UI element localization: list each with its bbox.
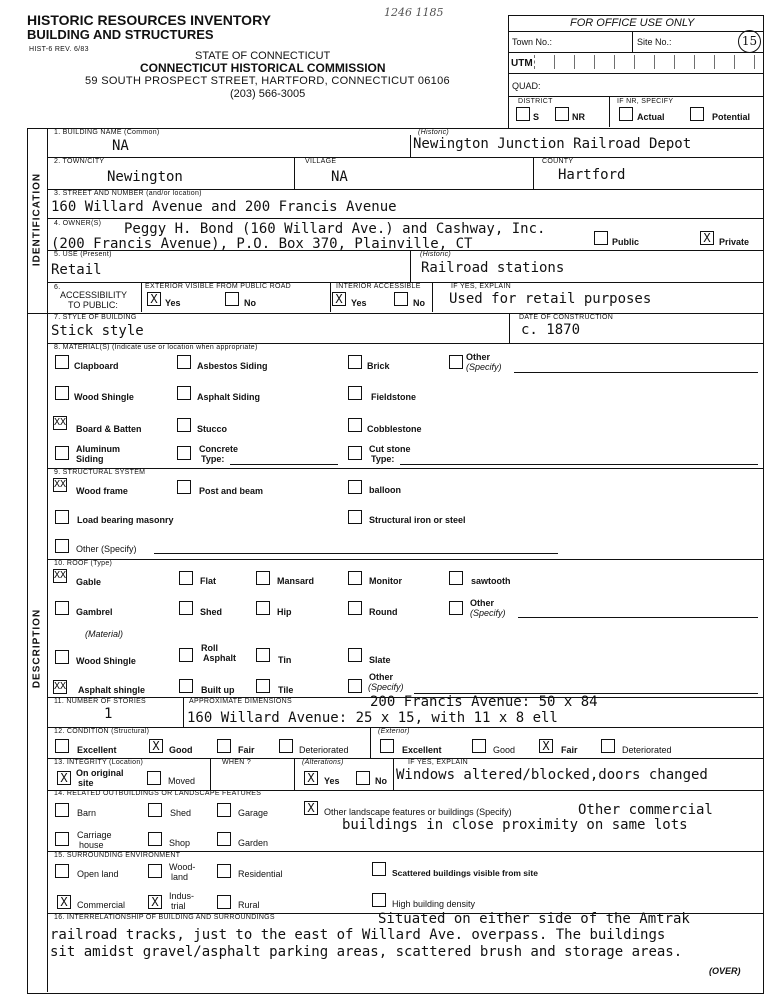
scattered-buildings-checkbox[interactable] <box>372 862 386 876</box>
town-no-label: Town No.: <box>512 37 553 47</box>
cutstone-type-label: Type: <box>371 454 395 464</box>
cond-struct-excellent-label: Excellent <box>77 745 117 755</box>
condition-label: 12. CONDITION (Structural) <box>54 728 150 735</box>
owner-private-checkbox[interactable]: X <box>700 231 714 245</box>
accessibility-label: ACCESSIBILITY <box>60 290 128 300</box>
materials-label: 8. MATERIAL(S) (Indicate use or location when appropriate) <box>54 344 258 351</box>
shop-checkbox[interactable] <box>148 832 162 846</box>
barn-label: Barn <box>77 808 97 818</box>
integrity-when-label: WHEN ? <box>222 759 252 766</box>
site-number-circle: 15 <box>738 30 761 53</box>
roof-material-other-label: Other <box>369 672 394 682</box>
commission-address: 59 SOUTH PROSPECT STREET, HARTFORD, CONNECTICUT 06106 <box>85 75 450 87</box>
use-historic-label: (Historic) <box>420 251 451 258</box>
aluminum-siding-label: Siding <box>76 454 104 464</box>
cond-ext-fair-label: Fair <box>561 745 578 755</box>
fieldstone-checkbox[interactable] <box>348 386 362 400</box>
style-label: 7. STYLE OF BUILDING <box>54 314 137 321</box>
roof-wood-shingle-label: Wood Shingle <box>76 656 136 666</box>
cond-ext-excellent-checkbox[interactable] <box>380 739 394 753</box>
high-density-label: High building density <box>392 899 476 909</box>
balloon-checkbox[interactable] <box>348 480 362 494</box>
use-present-value: Retail <box>51 262 102 278</box>
cond-ext-fair-checkbox[interactable]: X <box>539 739 553 753</box>
nr-actual-label: Actual <box>637 112 665 122</box>
district-s-checkbox[interactable] <box>516 107 530 121</box>
owner-label: 4. OWNER(S) <box>54 220 102 227</box>
struct-other-checkbox[interactable] <box>55 539 69 553</box>
interrelationship-line-2: railroad tracks, just to the east of Willard Ave. overpass. The buildings <box>50 927 666 943</box>
alterations-no-label: No <box>375 776 387 786</box>
roof-type-label: 10. ROOF (Type) <box>54 560 113 567</box>
access-ifyes-label: IF YES, EXPLAIN <box>451 283 512 290</box>
stories-label: 11. NUMBER OF STORIES <box>54 698 147 705</box>
wood-shingle-label: Wood Shingle <box>74 392 134 402</box>
built-up-checkbox[interactable] <box>179 679 193 693</box>
form-subtitle: BUILDING AND STRUCTURES <box>27 27 214 42</box>
brick-label: Brick <box>367 361 390 371</box>
county-value: Hartford <box>558 167 626 183</box>
building-name-label: 1. BUILDING NAME (Common) <box>54 129 160 136</box>
nr-actual-checkbox[interactable] <box>619 107 633 121</box>
material-other-label: Other <box>466 352 491 362</box>
concrete-type-label: Type: <box>201 454 225 464</box>
integrity-ifyes-label: IF YES, EXPLAIN <box>408 759 469 766</box>
cobblestone-label: Cobblestone <box>367 424 422 434</box>
mansard-checkbox[interactable] <box>256 571 270 585</box>
garden-label: Garden <box>238 838 269 848</box>
other-landscape-label: Other landscape features or buildings (Specify) <box>324 807 512 817</box>
material-specify-label: (Specify) <box>466 362 502 372</box>
town-label: 2. TOWN/CITY <box>54 158 105 165</box>
utm-grid <box>534 55 758 69</box>
shed-roof-checkbox[interactable] <box>179 601 193 615</box>
date-construction-label: DATE OF CONSTRUCTION <box>519 314 614 321</box>
village-value: NA <box>331 169 348 185</box>
alterations-yes-label: Yes <box>324 776 340 786</box>
street-value: 160 Willard Avenue and 200 Francis Avenue <box>51 199 397 215</box>
roll-asphalt-checkbox[interactable] <box>179 648 193 662</box>
dimensions-line-1: 200 Francis Avenue: 50 x 84 <box>370 694 598 710</box>
barn-checkbox[interactable] <box>55 803 69 817</box>
interior-accessible-label: INTERIOR ACCESSIBLE <box>336 283 421 290</box>
style-value: Stick style <box>51 323 144 339</box>
asphalt-shingle-checkbox[interactable]: XX <box>54 681 67 692</box>
stucco-label: Stucco <box>197 424 228 434</box>
cutstone-label: Cut stone <box>369 444 411 454</box>
commercial-checkbox[interactable]: X <box>57 895 71 909</box>
town-value: Newington <box>107 169 183 185</box>
other-landscape-checkbox[interactable]: X <box>304 801 318 815</box>
roof-specify-label: (Specify) <box>470 608 506 618</box>
moved-checkbox[interactable] <box>147 771 161 785</box>
built-up-label: Built up <box>201 685 235 695</box>
exterior-no-checkbox[interactable] <box>225 292 239 306</box>
round-label: Round <box>369 607 398 617</box>
tile-label: Tile <box>278 685 294 695</box>
cobblestone-checkbox[interactable] <box>348 418 362 432</box>
alterations-no-checkbox[interactable] <box>356 771 370 785</box>
woodland-label-1: Wood- <box>169 862 196 872</box>
on-original-site-label: site <box>78 778 94 788</box>
gable-label: Gable <box>76 577 102 587</box>
moved-label: Moved <box>168 776 196 786</box>
roof-material-label: (Material) <box>85 629 124 639</box>
roof-wood-shingle-checkbox[interactable] <box>55 650 69 664</box>
use-historic-value: Railroad stations <box>421 260 565 276</box>
wood-frame-label: Wood frame <box>76 486 128 496</box>
asbestos-checkbox[interactable] <box>177 355 191 369</box>
open-land-label: Open land <box>77 869 119 879</box>
owner-private-label: Private <box>719 237 750 247</box>
district-nr-label: NR <box>572 112 585 122</box>
stucco-checkbox[interactable] <box>177 418 191 432</box>
cond-struct-good-label: Good <box>169 745 193 755</box>
iron-steel-label: Structural iron or steel <box>369 515 466 525</box>
street-label: 3. STREET AND NUMBER (and/or location) <box>54 190 202 197</box>
integrity-alterations-label: (Alterations) <box>302 759 344 766</box>
cond-struct-fair-checkbox[interactable] <box>217 739 231 753</box>
open-land-checkbox[interactable] <box>55 864 69 878</box>
tin-label: Tin <box>278 655 292 665</box>
cond-ext-good-label: Good <box>493 745 516 755</box>
alterations-explain-value: Windows altered/blocked,doors changed <box>396 767 708 783</box>
building-name-historic: Newington Junction Railroad Depot <box>413 136 692 152</box>
nr-potential-label: Potential <box>712 112 751 122</box>
exterior-yes-label: Yes <box>165 298 181 308</box>
fieldstone-label: Fieldstone <box>371 392 417 402</box>
hip-label: Hip <box>277 607 292 617</box>
nr-potential-checkbox[interactable] <box>690 107 704 121</box>
asphalt-shingle-label: Asphalt shingle <box>78 685 146 695</box>
cond-struct-good-checkbox[interactable]: X <box>149 739 163 753</box>
condition-exterior-label: (Exterior) <box>378 728 410 735</box>
cond-ext-deteriorated-label: Deteriorated <box>622 745 672 755</box>
historic-name-label: (Historic) <box>418 129 449 136</box>
monitor-checkbox[interactable] <box>348 571 362 585</box>
struct-other-label: Other (Specify) <box>76 544 137 554</box>
board-batten-label: Board & Batten <box>76 424 142 434</box>
commercial-label: Commercial <box>77 900 126 910</box>
date-construction-value: c. 1870 <box>521 322 581 338</box>
post-beam-label: Post and beam <box>199 486 264 496</box>
village-label: VILLAGE <box>305 158 337 165</box>
wood-frame-checkbox[interactable]: XX <box>54 479 67 490</box>
hip-checkbox[interactable] <box>256 601 270 615</box>
exterior-yes-checkbox[interactable]: X <box>147 292 161 306</box>
interrelationship-line-1: Situated on either side of the Amtrak <box>378 911 690 927</box>
asphalt-siding-label: Asphalt Siding <box>197 392 260 402</box>
iron-steel-checkbox[interactable] <box>348 510 362 524</box>
interrelationship-label: 16. INTERRELATIONSHIP OF BUILDING AND SURROUNDINGS <box>54 914 275 921</box>
slate-checkbox[interactable] <box>348 648 362 662</box>
if-nr-label: IF NR, SPECIFY <box>617 98 674 105</box>
form-title: HISTORIC RESOURCES INVENTORY <box>27 12 272 28</box>
residential-label: Residential <box>238 869 283 879</box>
gable-checkbox[interactable]: XX <box>54 570 67 581</box>
form-frame <box>27 128 764 994</box>
cutstone-checkbox[interactable] <box>348 446 362 460</box>
cond-ext-good-checkbox[interactable] <box>472 739 486 753</box>
post-beam-checkbox[interactable] <box>177 480 191 494</box>
balloon-label: balloon <box>369 485 401 495</box>
round-checkbox[interactable] <box>348 601 362 615</box>
district-s-label: S <box>533 112 540 122</box>
clapboard-label: Clapboard <box>74 361 119 371</box>
commission-phone: (203) 566-3005 <box>230 88 306 100</box>
related-explain-line-1: Other commercial <box>578 802 713 818</box>
use-present-label: 5. USE (Present) <box>54 251 112 258</box>
outbuilding-shed-label: Shed <box>170 808 192 818</box>
on-original-site-checkbox[interactable]: X <box>57 771 71 785</box>
cond-struct-excellent-checkbox[interactable] <box>55 739 69 753</box>
district-label: DISTRICT <box>518 98 553 105</box>
residential-checkbox[interactable] <box>217 864 231 878</box>
flat-checkbox[interactable] <box>179 571 193 585</box>
asbestos-label: Asbestos Siding <box>197 361 268 371</box>
garden-checkbox[interactable] <box>217 832 231 846</box>
roof-material-specify-label: (Specify) <box>368 682 404 692</box>
office-use-title: FOR OFFICE USE ONLY <box>570 17 695 29</box>
interior-yes-label: Yes <box>351 298 367 308</box>
interior-yes-checkbox[interactable]: X <box>332 292 346 306</box>
site-no-label: Site No.: <box>637 37 672 47</box>
woodland-checkbox[interactable] <box>148 864 162 878</box>
integrity-label: 13. INTEGRITY (Location) <box>54 759 144 766</box>
to-public-label: TO PUBLIC: <box>68 300 118 310</box>
carriage-house-label: house <box>79 840 104 850</box>
gambrel-label: Gambrel <box>76 607 113 617</box>
form-revision: HIST-6 REV. 6/83 <box>29 46 89 53</box>
monitor-label: Monitor <box>369 576 402 586</box>
owner-public-label: Public <box>612 237 640 247</box>
outbuilding-shed-checkbox[interactable] <box>148 803 162 817</box>
garage-checkbox[interactable] <box>217 803 231 817</box>
district-nr-checkbox[interactable] <box>555 107 569 121</box>
industrial-checkbox[interactable]: X <box>148 895 162 909</box>
accessibility-number: 6. <box>54 284 61 291</box>
cond-ext-deteriorated-checkbox[interactable] <box>601 739 615 753</box>
interior-no-label: No <box>413 298 425 308</box>
cond-struct-fair-label: Fair <box>238 745 255 755</box>
roof-other-label: Other <box>470 598 495 608</box>
sawtooth-label: sawtooth <box>471 576 511 586</box>
flat-label: Flat <box>200 576 217 586</box>
state-name: STATE OF CONNECTICUT <box>195 50 331 62</box>
garage-label: Garage <box>238 808 269 818</box>
exterior-no-label: No <box>244 298 256 308</box>
scattered-buildings-label: Scattered buildings visible from site <box>392 868 538 878</box>
woodland-label-2: land <box>171 872 189 882</box>
roll-asphalt-label: Asphalt <box>203 653 237 663</box>
shop-label: Shop <box>169 838 191 848</box>
sawtooth-checkbox[interactable] <box>449 571 463 585</box>
owner-public-checkbox[interactable] <box>594 231 608 245</box>
cond-struct-deteriorated-label: Deteriorated <box>299 745 349 755</box>
commission-name: CONNECTICUT HISTORICAL COMMISSION <box>140 61 386 75</box>
gambrel-checkbox[interactable] <box>55 601 69 615</box>
concrete-checkbox[interactable] <box>177 446 191 460</box>
cond-struct-deteriorated-checkbox[interactable] <box>279 739 293 753</box>
quad-label: QUAD: <box>512 81 541 91</box>
utm-label: UTM <box>511 58 533 69</box>
related-explain-line-2: buildings in close proximity on same lots <box>342 817 688 833</box>
wood-shingle-checkbox[interactable] <box>55 386 69 400</box>
handwritten-note: 1246 1185 <box>384 6 444 19</box>
shed-roof-label: Shed <box>200 607 223 617</box>
tin-checkbox[interactable] <box>256 648 270 662</box>
mansard-label: Mansard <box>277 576 315 586</box>
description-side-label: DESCRIPTION <box>31 608 43 689</box>
cond-ext-excellent-label: Excellent <box>402 745 442 755</box>
over-note: (OVER) <box>709 966 741 976</box>
owner-line-1: Peggy H. Bond (160 Willard Ave.) and Cashway, Inc. <box>124 221 546 237</box>
on-original-label: On original <box>76 768 124 778</box>
roof-other-checkbox[interactable] <box>449 601 463 615</box>
rural-label: Rural <box>238 900 260 910</box>
dimensions-line-2: 160 Willard Avenue: 25 x 15, with 11 x 8 ell <box>187 710 558 726</box>
tile-checkbox[interactable] <box>256 679 270 693</box>
load-bearing-label: Load bearing masonry <box>77 515 174 525</box>
slate-label: Slate <box>369 655 391 665</box>
asphalt-siding-checkbox[interactable] <box>177 386 191 400</box>
load-bearing-checkbox[interactable] <box>55 510 69 524</box>
related-outbuildings-label: 14. RELATED OUTBUILDINGS OR LANDSCAPE FEATURES <box>54 790 262 797</box>
aluminum-checkbox[interactable] <box>55 446 69 460</box>
interrelationship-line-3: sit amidst gravel/asphalt parking areas, scattered brush and storage areas. <box>50 944 683 960</box>
exterior-visible-label: EXTERIOR VISIBLE FROM PUBLIC ROAD <box>145 283 292 290</box>
industrial-label-2: trial <box>171 901 186 911</box>
roll-label: Roll <box>201 643 218 653</box>
structural-system-label: 9. STRUCTURAL SYSTEM <box>54 469 146 476</box>
stories-value: 1 <box>104 706 113 722</box>
concrete-label: Concrete <box>199 444 239 454</box>
alterations-yes-checkbox[interactable]: X <box>304 771 318 785</box>
building-name-common: NA <box>112 138 129 154</box>
aluminum-label: Aluminum <box>76 444 120 454</box>
carriage-house-checkbox[interactable] <box>55 832 69 846</box>
owner-line-2: (200 Francis Avenue), P.O. Box 370, Plainville, CT <box>51 236 473 252</box>
identification-side-label: IDENTIFICATION <box>31 172 43 267</box>
rural-checkbox[interactable] <box>217 895 231 909</box>
brick-checkbox[interactable] <box>348 355 362 369</box>
surrounding-environment-label: 15. SURROUNDING ENVIRONMENT <box>54 852 181 859</box>
county-label: COUNTY <box>542 158 574 165</box>
board-batten-checkbox[interactable]: XX <box>54 417 67 428</box>
industrial-label-1: Indus- <box>169 891 195 901</box>
dimensions-label: APPROXIMATE DIMENSIONS <box>189 698 292 705</box>
roof-material-other-checkbox[interactable] <box>348 679 362 693</box>
carriage-label: Carriage <box>77 830 112 840</box>
high-density-checkbox[interactable] <box>372 893 386 907</box>
clapboard-checkbox[interactable] <box>55 355 69 369</box>
material-other-checkbox[interactable] <box>449 355 463 369</box>
access-explain-value: Used for retail purposes <box>449 291 652 307</box>
interior-no-checkbox[interactable] <box>394 292 408 306</box>
